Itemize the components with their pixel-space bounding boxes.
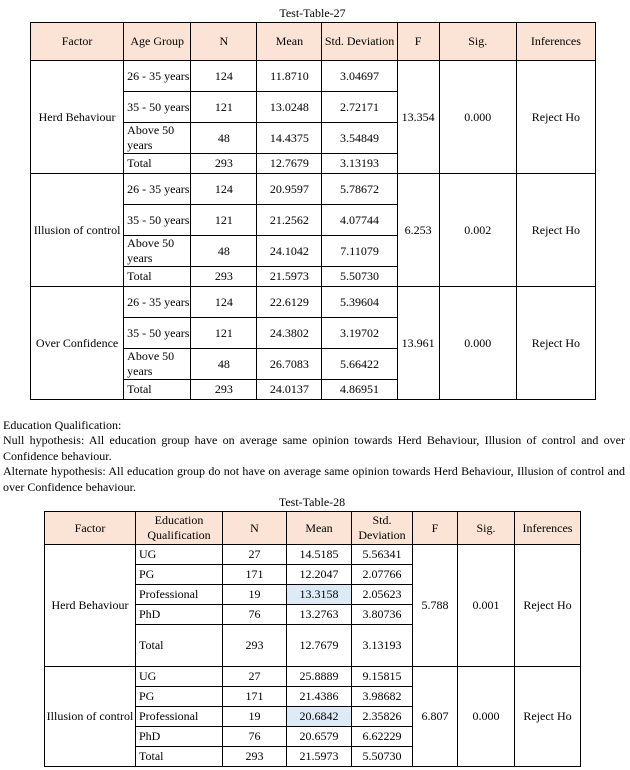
mean-cell: 24.3802 (257, 318, 322, 349)
n-cell: 293 (191, 380, 257, 400)
mean-cell: 25.8889 (287, 667, 352, 687)
n-cell: 124 (191, 174, 257, 205)
std-deviation-cell: 2.05623 (352, 585, 413, 605)
group-cell: UG (136, 667, 223, 687)
header-inferences: Inferences (515, 512, 581, 545)
table-row (45, 545, 581, 565)
group-cell: Total (136, 747, 223, 767)
std-deviation-cell: 4.86951 (322, 380, 397, 400)
null-hypothesis: Null hypothesis: All education group have on average same opinion towards Herd Behaviour, Illusion of control and over Confidence behaviour. (3, 433, 625, 463)
mean-cell: 13.3158 (287, 585, 352, 605)
n-cell: 48 (191, 349, 257, 380)
group-cell: Total (124, 380, 191, 400)
header-age-group: Age Group (124, 23, 191, 61)
std-deviation-cell: 9.15815 (352, 667, 413, 687)
group-cell: 35 - 50 years (124, 205, 191, 236)
inference-cell: Reject Ho (516, 174, 595, 287)
factor-cell: Illusion of control (45, 667, 136, 767)
std-deviation-cell: 2.07766 (352, 565, 413, 585)
n-cell: 27 (223, 667, 287, 687)
std-deviation-cell: 3.54849 (322, 123, 397, 154)
table-27-caption: Test-Table-27 (279, 6, 346, 20)
n-cell: 48 (191, 123, 257, 154)
table-row (31, 61, 596, 92)
header-education-qualification: Education Qualification (136, 512, 223, 545)
std-deviation-cell: 2.72171 (322, 92, 397, 123)
group-cell: 26 - 35 years (124, 287, 191, 318)
sig-cell: 0.001 (458, 545, 515, 667)
group-cell: Professional (136, 585, 223, 605)
table-28 (44, 511, 581, 767)
table-27-body (31, 61, 596, 400)
header-mean: Mean (257, 23, 322, 61)
n-cell: 121 (191, 92, 257, 123)
mean-cell: 13.0248 (257, 92, 322, 123)
mean-cell: 22.6129 (257, 287, 322, 318)
std-deviation-cell: 6.62229 (352, 727, 413, 747)
table-28-body (45, 545, 581, 767)
mean-cell: 24.0137 (257, 380, 322, 400)
group-cell: Above 50 years (124, 123, 191, 154)
header-factor: Factor (31, 23, 124, 61)
group-cell: Total (136, 625, 223, 667)
group-cell: 35 - 50 years (124, 318, 191, 349)
group-cell: PhD (136, 605, 223, 625)
std-deviation-cell: 3.13193 (322, 154, 397, 174)
n-cell: 293 (223, 747, 287, 767)
n-cell: 293 (223, 625, 287, 667)
group-cell: Total (124, 154, 191, 174)
std-deviation-cell: 3.19702 (322, 318, 397, 349)
mean-cell: 14.5185 (287, 545, 352, 565)
group-cell: Above 50 years (124, 236, 191, 267)
header-mean: Mean (287, 512, 352, 545)
table-row (31, 174, 596, 205)
n-cell: 76 (223, 727, 287, 747)
n-cell: 27 (223, 545, 287, 565)
std-deviation-cell: 4.07744 (322, 205, 397, 236)
mean-cell: 21.5973 (257, 267, 322, 287)
header-n: N (191, 23, 257, 61)
inference-cell: Reject Ho (515, 667, 581, 767)
sig-cell: 0.000 (458, 667, 515, 767)
factor-cell: Herd Behaviour (31, 61, 124, 174)
mean-cell: 11.8710 (257, 61, 322, 92)
f-value-cell: 13.961 (397, 287, 439, 400)
table-28-caption: Test-Table-28 (278, 495, 346, 509)
group-cell: 35 - 50 years (124, 92, 191, 123)
std-deviation-cell: 3.04697 (322, 61, 397, 92)
mean-cell: 21.2562 (257, 205, 322, 236)
std-deviation-cell: 2.35826 (352, 707, 413, 727)
n-cell: 124 (191, 61, 257, 92)
n-cell: 76 (223, 605, 287, 625)
group-cell: PhD (136, 727, 223, 747)
table-row (31, 287, 596, 318)
mean-cell: 20.6842 (287, 707, 352, 727)
mean-cell: 12.7679 (287, 625, 352, 667)
std-deviation-cell: 3.13193 (352, 625, 413, 667)
mean-cell: 26.7083 (257, 349, 322, 380)
mean-cell: 21.5973 (287, 747, 352, 767)
n-cell: 293 (191, 154, 257, 174)
std-deviation-cell: 5.78672 (322, 174, 397, 205)
n-cell: 124 (191, 287, 257, 318)
factor-cell: Illusion of control (31, 174, 124, 287)
mean-cell: 13.2763 (287, 605, 352, 625)
std-deviation-cell: 5.50730 (322, 267, 397, 287)
sig-cell: 0.000 (439, 61, 516, 174)
n-cell: 171 (223, 565, 287, 585)
header-std-deviation: Std. Deviation (322, 23, 397, 61)
table-row (45, 667, 581, 687)
table-27 (30, 22, 596, 400)
group-cell: Total (124, 267, 191, 287)
mean-cell: 12.2047 (287, 565, 352, 585)
std-deviation-cell: 5.56341 (352, 545, 413, 565)
std-deviation-cell: 3.80736 (352, 605, 413, 625)
n-cell: 19 (223, 707, 287, 727)
f-value-cell: 6.253 (397, 174, 439, 287)
header-sig: Sig. (458, 512, 515, 545)
factor-cell: Herd Behaviour (45, 545, 136, 667)
inference-cell: Reject Ho (516, 287, 595, 400)
n-cell: 121 (191, 318, 257, 349)
inference-cell: Reject Ho (515, 545, 581, 667)
f-value-cell: 13.354 (397, 61, 439, 174)
mean-cell: 12.7679 (257, 154, 322, 174)
f-value-cell: 5.788 (413, 545, 458, 667)
mean-cell: 14.4375 (257, 123, 322, 154)
group-cell: UG (136, 545, 223, 565)
mean-cell: 20.6579 (287, 727, 352, 747)
mean-cell: 21.4386 (287, 687, 352, 707)
n-cell: 121 (191, 205, 257, 236)
header-n: N (223, 512, 287, 545)
group-cell: PG (136, 687, 223, 707)
header-factor: Factor (45, 512, 136, 545)
group-cell: Above 50 years (124, 349, 191, 380)
group-cell: 26 - 35 years (124, 61, 191, 92)
alt-hypothesis: Alternate hypothesis: All education group do not have on average same opinion towards Herd Behaviour, Illusion of control and over Confidence behaviour. (3, 464, 625, 494)
edu-heading: Education Qualification: (3, 418, 122, 432)
header-sig: Sig. (439, 23, 516, 61)
mean-cell: 24.1042 (257, 236, 322, 267)
header-inferences: Inferences (516, 23, 595, 61)
n-cell: 48 (191, 236, 257, 267)
header-f: F (397, 23, 439, 61)
group-cell: Professional (136, 707, 223, 727)
std-deviation-cell: 5.50730 (352, 747, 413, 767)
std-deviation-cell: 5.66422 (322, 349, 397, 380)
inference-cell: Reject Ho (516, 61, 595, 174)
std-deviation-cell: 7.11079 (322, 236, 397, 267)
header-f: F (413, 512, 458, 545)
f-value-cell: 6.807 (413, 667, 458, 767)
n-cell: 293 (191, 267, 257, 287)
sig-cell: 0.002 (439, 174, 516, 287)
group-cell: PG (136, 565, 223, 585)
group-cell: 26 - 35 years (124, 174, 191, 205)
factor-cell: Over Confidence (31, 287, 124, 400)
std-deviation-cell: 5.39604 (322, 287, 397, 318)
n-cell: 171 (223, 687, 287, 707)
header-std-deviation: Std. Deviation (352, 512, 413, 545)
n-cell: 19 (223, 585, 287, 605)
std-deviation-cell: 3.98682 (352, 687, 413, 707)
sig-cell: 0.000 (439, 287, 516, 400)
mean-cell: 20.9597 (257, 174, 322, 205)
